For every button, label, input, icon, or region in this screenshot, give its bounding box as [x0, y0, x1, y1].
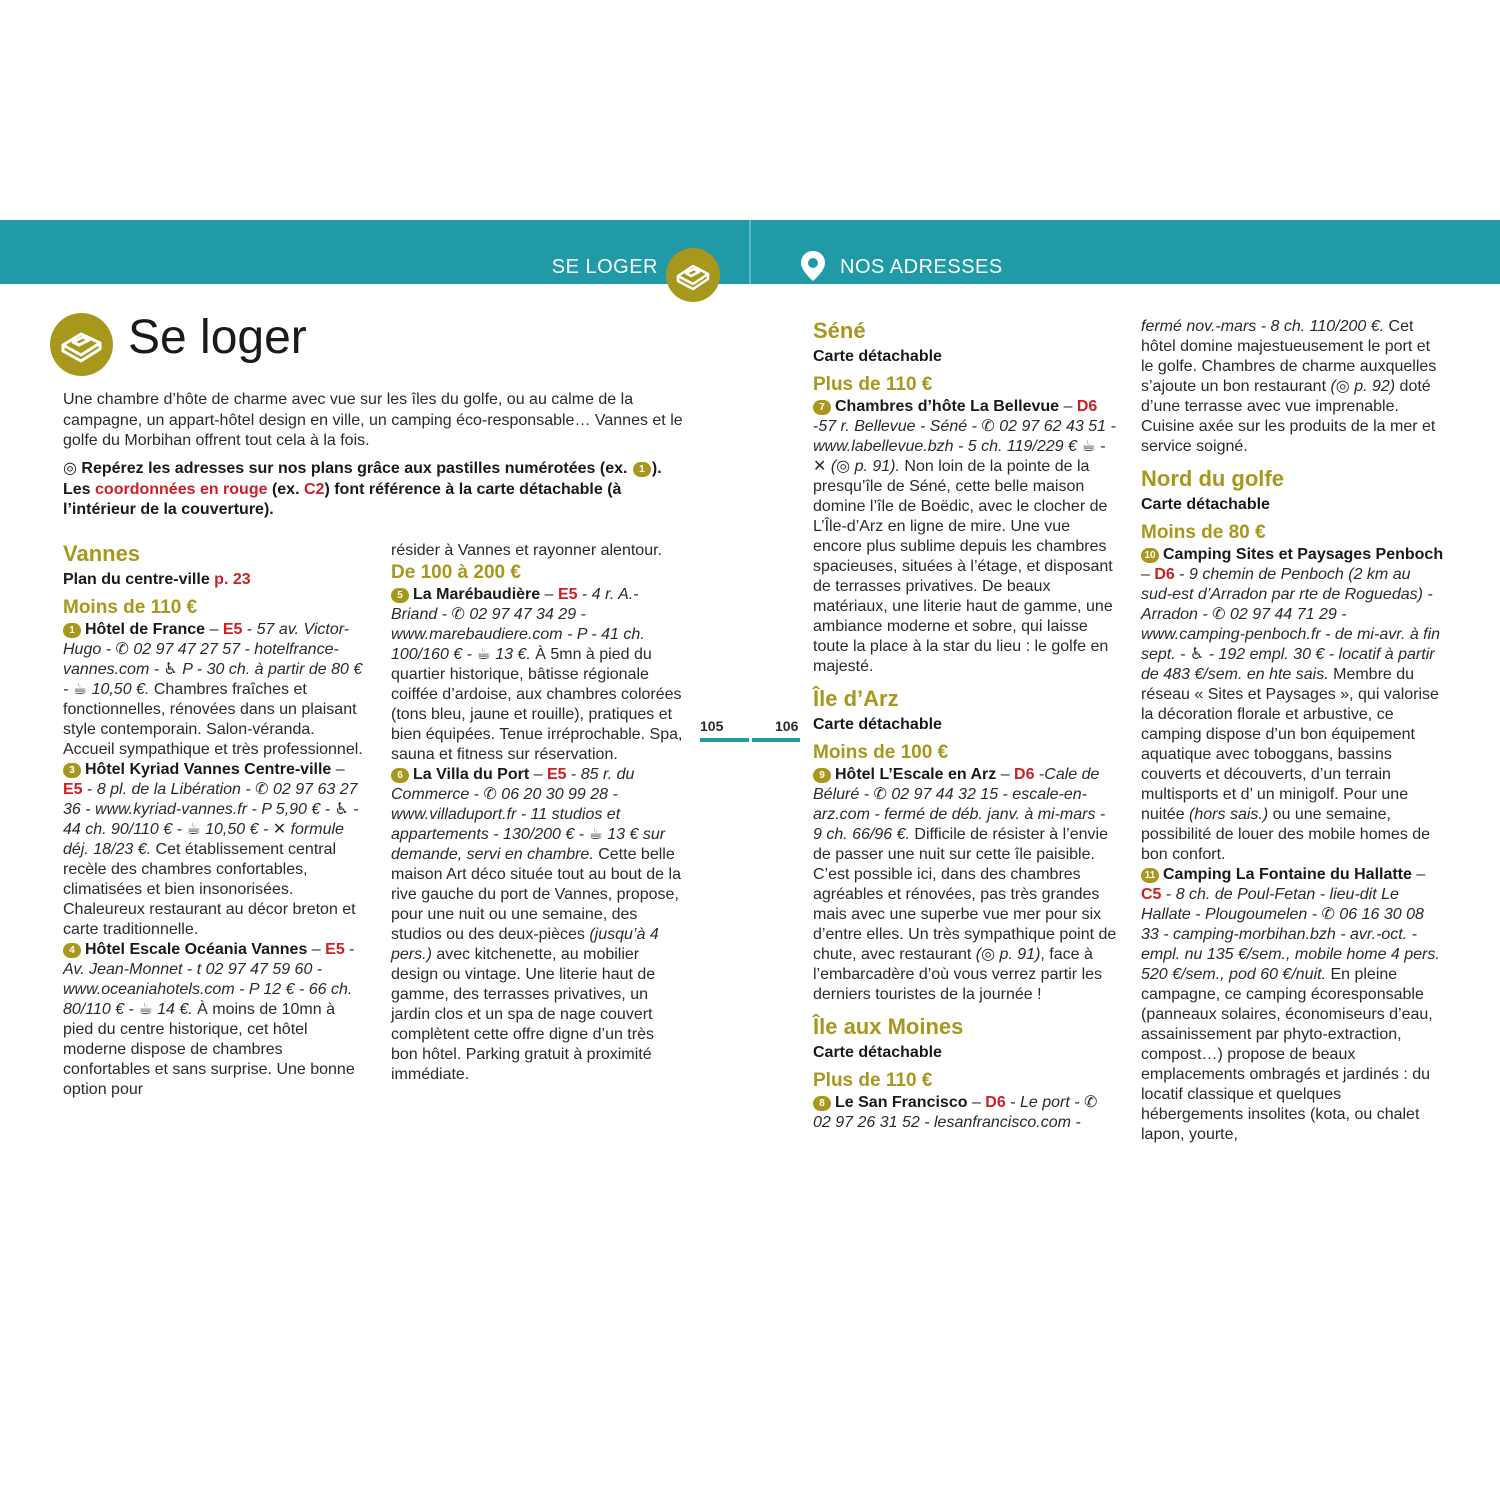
listing-entry: 1 Hôtel de France – E5 - 57 av. Victor-Hugo - ✆ 02 97 47 27 57 - hotelfrance-vannes.com - ♿ P - 30 ch. à partir de 80 € - ☕ 10,50 €. Chambres fraîches et fonctionnelles, rénovées dans un plaisant style contemporain. Salon-véranda. Accueil sympathique et très professionnel. [63, 621, 363, 758]
subheading: Plan du centre-ville p. 23 [63, 571, 251, 588]
subheading: Carte détachable [1141, 496, 1270, 513]
listing-entry: 9 Hôtel L’Escale en Arz – D6 -Cale de Béluré - ✆ 02 97 44 32 15 - escale-en-arz.com - fermé de déb. janv. à mi-mars - 9 ch. 66/96 €. Difficile de résister à l’envie de passer une nuit sur cette île paisible. C’est possible ici, dans des chambres agréables et rénovées, pas très grandes mais avec une superbe vue mer pour six d’entre elles. Un très sympathique point de chute, avec restaurant (◎ p. 91), face à l’embarcadère d’où vous verrez partir les derniers touristes de la journée ! [813, 766, 1117, 1003]
price-category: Moins de 80 € [1141, 522, 1266, 543]
price-category: Moins de 110 € [63, 597, 198, 618]
price-category: Moins de 100 € [813, 742, 949, 763]
number-pill: 6 [391, 768, 409, 783]
section-nord-du-golfe: Nord du golfe [1141, 466, 1284, 491]
page-number-gap [749, 737, 752, 743]
bed-icon [666, 248, 720, 302]
continued-text: fermé nov.-mars - 8 ch. 110/200 €. Cet hôtel domine majestueusement le port et le golfe. Chambres de charme auxquelles s’ajoute un bon restaurant (◎ p. 92) doté d’une terrasse avec vue imprenable. Cuisine axée sur les produits de la mer et service soigné. [1141, 318, 1437, 455]
locate-instructions: ◎ Repérez les adresses sur nos plans grâce aux pastilles numérotées (ex. 1 ). Les coordonnées en rouge (ex. C2) font référence à la carte détachable (à l’intérieur de la couverture). [63, 460, 662, 518]
column-4 [1141, 317, 1446, 1145]
example-pill: 1 [633, 462, 651, 477]
section-ile-aux-moines: Île aux Moines [813, 1014, 964, 1039]
page-number-right: 106 [775, 718, 799, 734]
continued-text: résider à Vannes et rayonner alentour. [391, 542, 662, 559]
header-right-label: NOS ADRESSES [840, 256, 1003, 278]
listing-entry: 6 La Villa du Port – E5 - 85 r. du Commerce - ✆ 06 20 30 99 28 - www.villaduport.fr - 11 studios et appartements - 130/200 € - ☕ 13 € sur demande, servi en chambre. Cette belle maison Art déco située tout au bout de la rive gauche du port de Vannes, propose, pour une nuit ou une semaine, des studios ou des deux-pièces (jusqu’à 4 pers.) avec kitchenette, au mobilier design ou vintage. Une literie haut de gamme, des terrasses privatives, un jardin clos et un spa de nage couvert complètent cette offre digne d’un très bon hôtel. Parking gratuit à proximité immédiate. [391, 766, 681, 1083]
subheading: Carte détachable [813, 716, 942, 733]
listing-entry: 8 Le San Francisco – D6 - Le port - ✆ 02 97 26 31 52 - lesanfrancisco.com - [813, 1094, 1098, 1131]
column-2 [391, 541, 683, 1085]
listing-entry: 10 Camping Sites et Paysages Penboch – D6 - 9 chemin de Penboch (2 km au sud-est d’Arradon par rte de Roguedas) - Arradon - ✆ 02 97 44 71 29 - www.camping-penboch.fr - de mi-avr. à fin sept. - ♿ - 192 empl. 30 € - locatif à partir de 483 €/sem. en hte sais. Membre du réseau « Sites et Paysages », qui valorise la décoration florale et arbustive, ce camping dispose d’un bon équipement aquatique avec toboggans, bassins couverts et découverts, d’un terrain multisports et d’ un minigolf. Pour une nuitée (hors sais.) ou une semaine, possibilité de louer des mobile homes de bon confort. [1141, 546, 1444, 863]
section-ile-arz: Île d’Arz [813, 686, 899, 711]
location-pin-icon [799, 250, 827, 287]
listing-entry: 7 Chambres d’hôte La Bellevue – D6 -57 r. Bellevue - Séné - ✆ 02 97 62 43 51 - www.labellevue.bzh - 5 ch. 119/229 € ☕ - ✕ (◎ p. 91). Non loin de la pointe de la presqu’île de Séné, cette belle maison domine l’île de Boëdic, avec le clocher de L’Île-d’Arz en ligne de mire. Une vue encore plus sublime depuis les chambres spacieuses, situées à l’étage, et disposant de terrasses privatives. De beaux matériaux, une literie haut de gamme, une ambiance moderne et sobre, qui laisse toute la place à la star du lieu : le golfe en majesté. [813, 398, 1116, 675]
header-divider [749, 220, 751, 284]
listing-entry: 5 La Marébaudière – E5 - 4 r. A.-Briand - ✆ 02 97 47 34 29 - www.marebaudiere.com - P - 41 ch. 100/160 € - ☕ 13 €. À 5mn à pied du quartier historique, bâtisse régionale coiffée d’ardoise, aux chambres colorées (tons bleu, jaune et rouille), pratiques et bien équipées. Tenue irréprochable. Spa, sauna et fitness sur réservation. [391, 586, 683, 763]
number-pill: 3 [63, 763, 81, 778]
number-pill: 11 [1141, 868, 1159, 883]
number-pill: 7 [813, 400, 831, 415]
eye-icon: ◎ [63, 460, 82, 477]
header-left-label: SE LOGER [551, 256, 658, 278]
section-sene: Séné [813, 318, 866, 343]
number-pill: 4 [63, 943, 81, 958]
example-coord: C2 [303, 480, 325, 498]
number-pill: 10 [1141, 548, 1159, 563]
red-text: coordonnées en rouge [95, 480, 268, 498]
number-pill: 1 [63, 623, 81, 638]
column-3 [813, 317, 1118, 1133]
number-pill: 9 [813, 768, 831, 783]
section-vannes: Vannes [63, 541, 141, 566]
price-category: De 100 à 200 € [391, 562, 521, 583]
bed-icon [50, 313, 113, 376]
number-pill: 8 [813, 1096, 831, 1111]
page-number-left: 105 [700, 718, 724, 734]
subheading: Carte détachable [813, 348, 942, 365]
price-category: Plus de 110 € [813, 374, 933, 395]
subheading: Carte détachable [813, 1044, 942, 1061]
listing-entry: 3 Hôtel Kyriad Vannes Centre-ville – E5 - 8 pl. de la Libération - ✆ 02 97 63 27 36 - www.kyriad-vannes.fr - P 5,90 € - ♿ - 44 ch. 90/110 € - ☕ 10,50 € - ✕ formule déj. 18/23 €. Cet établissement central recèle des chambres confortables, climatisées et bien insonorisées. Chaleureux restaurant au décor breton et carte traditionnelle. [63, 761, 359, 938]
page-title: Se loger [128, 311, 307, 364]
price-category: Plus de 110 € [813, 1070, 933, 1091]
listing-entry: 11 Camping La Fontaine du Hallatte – C5 - 8 ch. de Poul-Fetan - lieu-dit Le Hallate - Plougoumelen - ✆ 06 16 30 08 33 - camping-morbihan.bzh - avr.-oct. - empl. nu 135 €/sem., mobile home 4 pers. 520 €/sem., pod 60 €/nuit. En pleine campagne, ce camping écoresponsable (panneaux solaires, économiseurs d’eau, assainissement par phyto-extraction, compost…) propose de beaux emplacements ombragés et jardinés : du locatif classique et quelques hébergements insolites (kota, ou chalet lapon, yourte, [1141, 866, 1440, 1143]
column-1 [63, 540, 363, 1100]
listing-entry: 4 Hôtel Escale Océania Vannes – E5 - Av. Jean-Monnet - t 02 97 47 59 60 - www.oceaniahotels.com - P 12 € - 66 ch. 80/110 € - ☕ 14 €. À moins de 10mn à pied du centre historique, cet hôtel moderne dispose de chambres confortables et sans surprise. Une bonne option pour [63, 941, 355, 1098]
intro-paragraph: Une chambre d’hôte de charme avec vue sur les îles du golfe, ou au calme de la campagne, un appart-hôtel design en ville, un camping éco-responsable… Vannes et le golfe du Morbihan offrent tout cela à la fois. [63, 391, 683, 449]
number-pill: 5 [391, 588, 409, 603]
